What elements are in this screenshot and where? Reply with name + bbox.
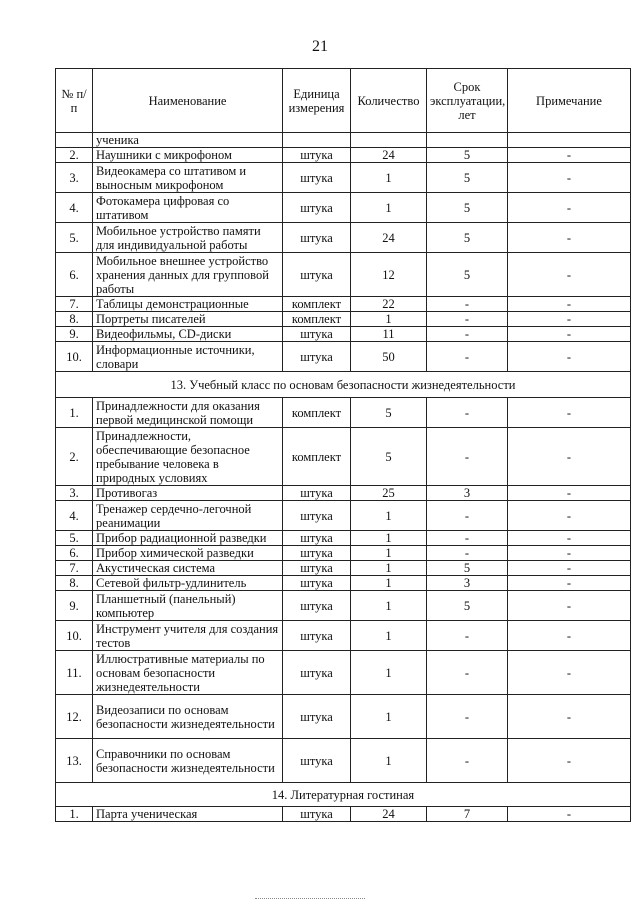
table-row <box>56 591 631 621</box>
service-life-cell: 3 <box>427 486 508 501</box>
section-title: 13. Учебный класс по основам безопасности жизнедеятельности <box>56 372 631 398</box>
service-life-cell: 5 <box>427 591 508 621</box>
item-name: ученика <box>93 133 283 148</box>
row-number: 2. <box>56 148 93 163</box>
service-life-cell: - <box>427 327 508 342</box>
item-name: Иллюстративные материалы по основам безопасности жизнедеятельности <box>93 651 283 695</box>
item-name: Таблицы демонстрационные <box>93 297 283 312</box>
item-name: Наушники с микрофоном <box>93 148 283 163</box>
unit-cell: штука <box>283 501 351 531</box>
unit-cell: комплект <box>283 428 351 486</box>
quantity-cell: 50 <box>351 342 427 372</box>
service-life-cell: - <box>427 739 508 783</box>
row-number: 1. <box>56 398 93 428</box>
header-unit: Единица измерения <box>283 69 351 133</box>
unit-cell: штука <box>283 695 351 739</box>
service-life-cell: 5 <box>427 561 508 576</box>
row-number: 12. <box>56 695 93 739</box>
table-row <box>56 531 631 546</box>
table-row <box>56 739 631 783</box>
unit-cell: штука <box>283 327 351 342</box>
quantity-cell: 1 <box>351 163 427 193</box>
unit-cell: штука <box>283 193 351 223</box>
quantity-cell: 1 <box>351 546 427 561</box>
note-cell: - <box>508 148 631 163</box>
service-life-cell: - <box>427 651 508 695</box>
item-name: Справочники по основам безопасности жизнедеятельности <box>93 739 283 783</box>
service-life-cell: 3 <box>427 576 508 591</box>
header-note: Примечание <box>508 69 631 133</box>
quantity-cell: 1 <box>351 193 427 223</box>
item-name: Портреты писателей <box>93 312 283 327</box>
table-row <box>56 546 631 561</box>
note-cell: - <box>508 695 631 739</box>
row-number: 4. <box>56 193 93 223</box>
header-term: Срок эксплуатации, лет <box>427 69 508 133</box>
table-row <box>56 312 631 327</box>
quantity-cell: 24 <box>351 223 427 253</box>
header-qty: Количество <box>351 69 427 133</box>
note-cell <box>508 133 631 148</box>
service-life-cell: - <box>427 428 508 486</box>
note-cell: - <box>508 576 631 591</box>
unit-cell: штука <box>283 342 351 372</box>
note-cell: - <box>508 651 631 695</box>
item-name: Парта ученическая <box>93 807 283 822</box>
unit-cell: комплект <box>283 297 351 312</box>
section-row <box>56 372 631 398</box>
unit-cell: штука <box>283 807 351 822</box>
row-number: 9. <box>56 591 93 621</box>
unit-cell <box>283 133 351 148</box>
quantity-cell: 1 <box>351 576 427 591</box>
unit-cell: штука <box>283 739 351 783</box>
note-cell: - <box>508 807 631 822</box>
unit-cell: штука <box>283 253 351 297</box>
note-cell: - <box>508 561 631 576</box>
header-num: № п/п <box>56 69 93 133</box>
service-life-cell: - <box>427 621 508 651</box>
section-title: 14. Литературная гостиная <box>56 783 631 807</box>
row-number: 4. <box>56 501 93 531</box>
note-cell: - <box>508 531 631 546</box>
quantity-cell: 11 <box>351 327 427 342</box>
quantity-cell: 5 <box>351 398 427 428</box>
row-number: 13. <box>56 739 93 783</box>
row-number: 7. <box>56 561 93 576</box>
unit-cell: штука <box>283 531 351 546</box>
equipment-table <box>55 68 631 822</box>
note-cell: - <box>508 428 631 486</box>
row-number: 6. <box>56 546 93 561</box>
note-cell: - <box>508 312 631 327</box>
item-name: Видеозаписи по основам безопасности жизнедеятельности <box>93 695 283 739</box>
page-number: 21 <box>312 38 328 55</box>
unit-cell: штука <box>283 223 351 253</box>
table-row <box>56 486 631 501</box>
unit-cell: штука <box>283 621 351 651</box>
unit-cell: штука <box>283 546 351 561</box>
footer-divider <box>255 898 365 899</box>
note-cell: - <box>508 621 631 651</box>
table-header-row <box>56 69 631 133</box>
service-life-cell: - <box>427 297 508 312</box>
item-name: Видеокамера со штативом и выносным микрофоном <box>93 163 283 193</box>
table-row <box>56 253 631 297</box>
quantity-cell: 25 <box>351 486 427 501</box>
note-cell: - <box>508 546 631 561</box>
row-number: 8. <box>56 312 93 327</box>
table-row <box>56 501 631 531</box>
row-number: 10. <box>56 621 93 651</box>
service-life-cell: - <box>427 342 508 372</box>
row-number <box>56 133 93 148</box>
note-cell: - <box>508 253 631 297</box>
table-row <box>56 133 631 148</box>
quantity-cell: 1 <box>351 739 427 783</box>
quantity-cell <box>351 133 427 148</box>
table-row <box>56 163 631 193</box>
table-row <box>56 576 631 591</box>
row-number: 10. <box>56 342 93 372</box>
row-number: 1. <box>56 807 93 822</box>
table-row <box>56 621 631 651</box>
item-name: Прибор химической разведки <box>93 546 283 561</box>
table-row <box>56 342 631 372</box>
service-life-cell: 5 <box>427 163 508 193</box>
note-cell: - <box>508 591 631 621</box>
row-number: 5. <box>56 223 93 253</box>
service-life-cell: - <box>427 531 508 546</box>
unit-cell: штука <box>283 148 351 163</box>
header-name: Наименование <box>93 69 283 133</box>
item-name: Фотокамера цифровая со штативом <box>93 193 283 223</box>
unit-cell: штука <box>283 576 351 591</box>
note-cell: - <box>508 501 631 531</box>
note-cell: - <box>508 193 631 223</box>
row-number: 8. <box>56 576 93 591</box>
item-name: Прибор радиационной разведки <box>93 531 283 546</box>
item-name: Принадлежности для оказания первой медицинской помощи <box>93 398 283 428</box>
item-name: Сетевой фильтр-удлинитель <box>93 576 283 591</box>
table-row <box>56 193 631 223</box>
item-name: Видеофильмы, CD-диски <box>93 327 283 342</box>
quantity-cell: 1 <box>351 312 427 327</box>
item-name: Акустическая система <box>93 561 283 576</box>
note-cell: - <box>508 297 631 312</box>
service-life-cell <box>427 133 508 148</box>
unit-cell: комплект <box>283 312 351 327</box>
quantity-cell: 1 <box>351 531 427 546</box>
service-life-cell: - <box>427 695 508 739</box>
item-name: Информационные источники, словари <box>93 342 283 372</box>
unit-cell: штука <box>283 591 351 621</box>
service-life-cell: 7 <box>427 807 508 822</box>
service-life-cell: 5 <box>427 223 508 253</box>
quantity-cell: 1 <box>351 651 427 695</box>
note-cell: - <box>508 327 631 342</box>
table-row <box>56 297 631 312</box>
row-number: 9. <box>56 327 93 342</box>
unit-cell: комплект <box>283 398 351 428</box>
item-name: Планшетный (панельный) компьютер <box>93 591 283 621</box>
table-body <box>56 133 631 822</box>
section-row <box>56 783 631 807</box>
table-row <box>56 561 631 576</box>
quantity-cell: 24 <box>351 148 427 163</box>
note-cell: - <box>508 398 631 428</box>
service-life-cell: - <box>427 398 508 428</box>
quantity-cell: 12 <box>351 253 427 297</box>
table-row <box>56 398 631 428</box>
item-name: Принадлежности, обеспечивающие безопасное пребывание человека в природных условиях <box>93 428 283 486</box>
item-name: Мобильное устройство памяти для индивидуальной работы <box>93 223 283 253</box>
table-row <box>56 695 631 739</box>
quantity-cell: 5 <box>351 428 427 486</box>
table-row <box>56 428 631 486</box>
row-number: 6. <box>56 253 93 297</box>
table-row <box>56 651 631 695</box>
service-life-cell: - <box>427 546 508 561</box>
table-row <box>56 327 631 342</box>
row-number: 5. <box>56 531 93 546</box>
quantity-cell: 1 <box>351 561 427 576</box>
item-name: Инструмент учителя для создания тестов <box>93 621 283 651</box>
item-name: Тренажер сердечно-легочной реанимации <box>93 501 283 531</box>
unit-cell: штука <box>283 163 351 193</box>
item-name: Противогаз <box>93 486 283 501</box>
service-life-cell: - <box>427 501 508 531</box>
note-cell: - <box>508 739 631 783</box>
quantity-cell: 22 <box>351 297 427 312</box>
note-cell: - <box>508 223 631 253</box>
row-number: 3. <box>56 486 93 501</box>
row-number: 2. <box>56 428 93 486</box>
unit-cell: штука <box>283 651 351 695</box>
service-life-cell: 5 <box>427 148 508 163</box>
table-row <box>56 148 631 163</box>
quantity-cell: 1 <box>351 591 427 621</box>
note-cell: - <box>508 163 631 193</box>
quantity-cell: 1 <box>351 501 427 531</box>
item-name: Мобильное внешнее устройство хранения данных для групповой работы <box>93 253 283 297</box>
row-number: 11. <box>56 651 93 695</box>
unit-cell: штука <box>283 486 351 501</box>
unit-cell: штука <box>283 561 351 576</box>
quantity-cell: 1 <box>351 695 427 739</box>
row-number: 3. <box>56 163 93 193</box>
service-life-cell: - <box>427 312 508 327</box>
table-row <box>56 223 631 253</box>
quantity-cell: 24 <box>351 807 427 822</box>
table-row <box>56 807 631 822</box>
note-cell: - <box>508 486 631 501</box>
quantity-cell: 1 <box>351 621 427 651</box>
note-cell: - <box>508 342 631 372</box>
service-life-cell: 5 <box>427 253 508 297</box>
row-number: 7. <box>56 297 93 312</box>
service-life-cell: 5 <box>427 193 508 223</box>
